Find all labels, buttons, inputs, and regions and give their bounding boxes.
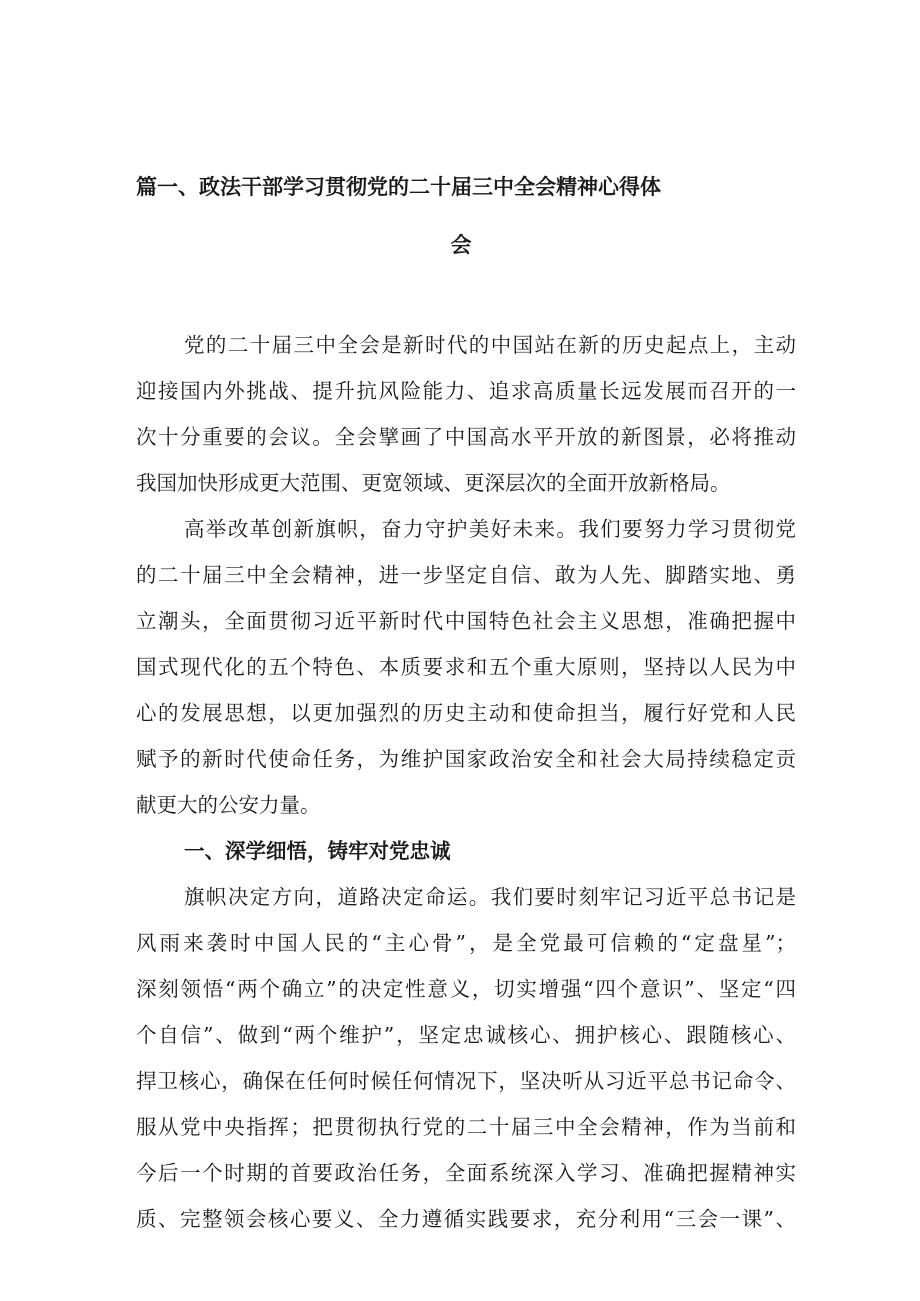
section-paragraph-line-8: 质、完整领会核心要义、全力遵循实践要求，充分利用“三会一课”、 (136, 1207, 796, 1231)
paragraph-2-line-4: 国式现代化的五个特色、本质要求和五个重大原则，坚持以人民为中 (136, 655, 796, 679)
paragraph-2-line-1: 高举改革创新旗帜，奋力守护美好未来。我们要努力学习贯彻党 (184, 517, 796, 541)
document-title-line-1: 篇一、政法干部学习贯彻党的二十届三中全会精神心得体 (136, 175, 661, 199)
paragraph-1-line-1: 党的二十届三中全会是新时代的中国站在新的历史起点上，主动 (184, 333, 796, 357)
section-paragraph-line-5: 捍卫核心，确保在任何时候任何情况下，坚决听从习近平总书记命令、 (136, 1069, 796, 1093)
section-paragraph-line-7: 今后一个时期的首要政治任务，全面系统深入学习、准确把握精神实 (136, 1161, 796, 1185)
paragraph-2-line-5: 心的发展思想，以更加强烈的历史主动和使命担当，履行好党和人民 (136, 701, 796, 725)
paragraph-1-line-4: 我国加快形成更大范围、更宽领域、更深层次的全面开放新格局。 (136, 471, 731, 495)
section-paragraph-line-1: 旗帜决定方向，道路决定命运。我们要时刻牢记习近平总书记是 (184, 885, 796, 909)
paragraph-2-line-7: 献更大的公安力量。 (136, 793, 321, 817)
paragraph-1-line-3: 次十分重要的会议。全会擘画了中国高水平开放的新图景，必将推动 (136, 425, 796, 449)
section-paragraph-line-2: 风雨来袭时中国人民的“主心骨”，是全党最可信赖的“定盘星”； (136, 931, 796, 955)
section-paragraph-line-4: 个自信”、做到“两个维护”，坚定忠诚核心、拥护核心、跟随核心、 (136, 1023, 796, 1047)
section-heading: 一、深学细悟，铸牢对党忠诚 (184, 839, 451, 863)
paragraph-2-line-2: 的二十届三中全会精神，进一步坚定自信、敢为人先、脚踏实地、勇 (136, 563, 796, 587)
paragraph-1-line-2: 迎接国内外挑战、提升抗风险能力、追求高质量长远发展而召开的一 (136, 379, 796, 403)
document-title-line-2: 会 (450, 233, 472, 257)
paragraph-2-line-3: 立潮头，全面贯彻习近平新时代中国特色社会主义思想，准确把握中 (136, 609, 796, 633)
paragraph-2-line-6: 赋予的新时代使命任务，为维护国家政治安全和社会大局持续稳定贡 (136, 747, 796, 771)
section-paragraph-line-6: 服从党中央指挥；把贯彻执行党的二十届三中全会精神，作为当前和 (136, 1115, 796, 1139)
section-paragraph-line-3: 深刻领悟“两个确立”的决定性意义，切实增强“四个意识”、坚定“四 (136, 977, 796, 1001)
